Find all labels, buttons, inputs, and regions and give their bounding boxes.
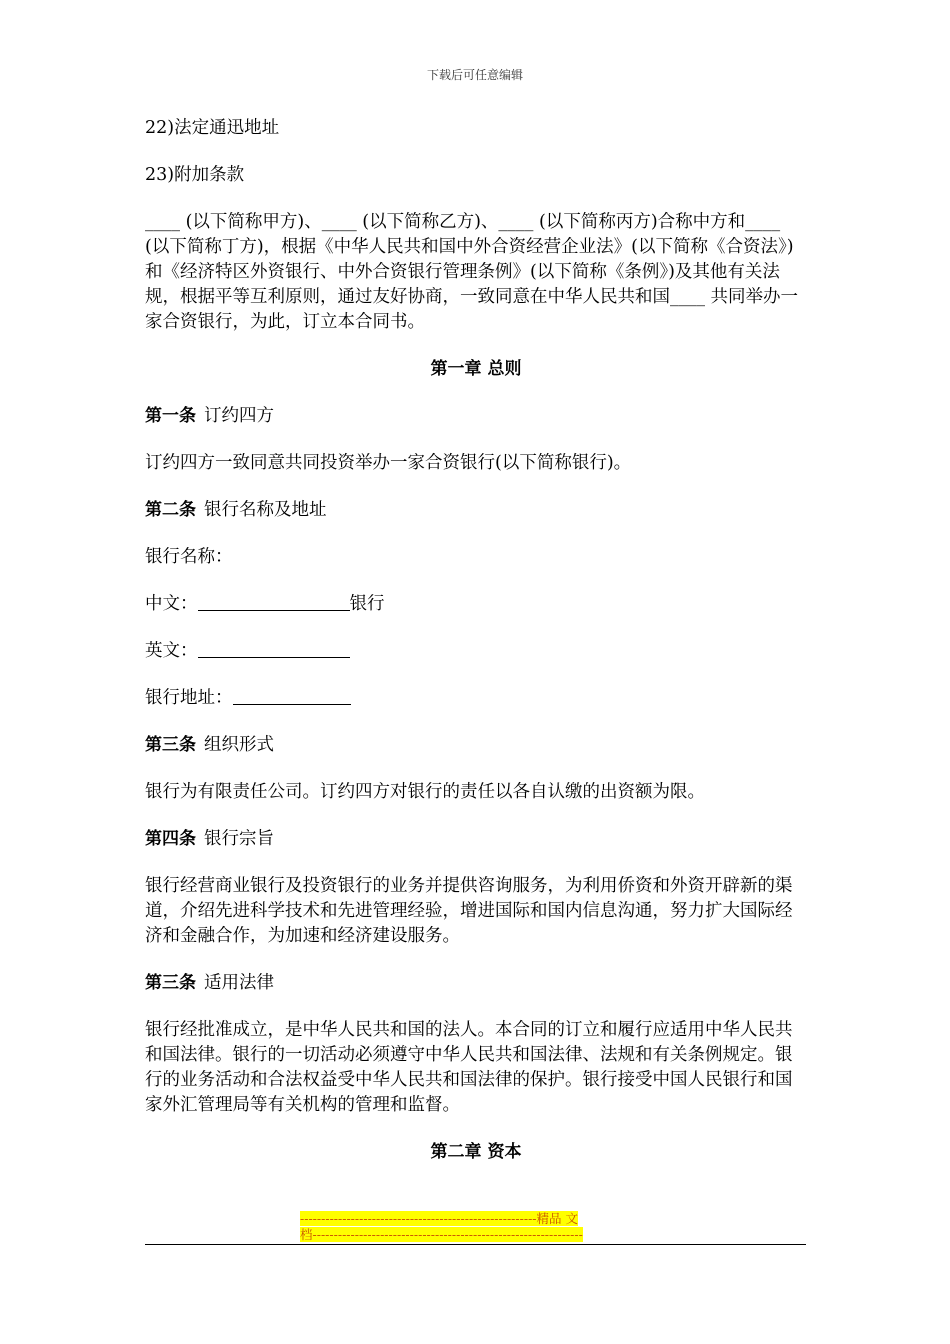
english-name-blank [198, 639, 350, 658]
article-heading [145, 404, 807, 429]
article-body: 订约四方一致同意共同投资举办一家合资银行(以下简称银行)。 [145, 453, 632, 473]
footer-watermark [300, 1211, 650, 1243]
article-heading [145, 827, 807, 852]
article-heading [145, 733, 807, 758]
article-body: 银行为有限责任公司。订约四方对银行的责任以各自认缴的出资额为限。 [145, 782, 705, 802]
article-body: 银行经营商业银行及投资银行的业务并提供咨询服务，为利用侨资和外资开辟新的渠道，介绍先进科学技术和先进管理经验，增进国际和国内信息沟通，努力扩大国际经济和金融合作，为加速和经济建设服务。 [145, 876, 793, 946]
english-name-label: 英文： [145, 641, 198, 661]
chapter-heading: 第一章 总则 [430, 359, 522, 379]
bank-address-line [145, 686, 807, 711]
page-header: 下载后可任意编辑 [426, 68, 523, 82]
preamble-paragraph: ____ (以下简称甲方)、____ (以下简称乙方)、____ (以下简称丙方)合称中方和____ (以下简称丁方)，根据《中华人民共和国中外合资经营企业法》(以下简称《合资法》)和《经济特区外资银行、中外合资银行管理条例》(以下简称《条例》)及其他有关法规，根据平等互利原则，通过友好协商，一致同意在中华人民共和国____ 共同举办一家合资银行，为此，订立本合同书。 [145, 212, 799, 332]
article-number: 第一条 [145, 406, 196, 426]
article-title: 银行名称及地址 [204, 500, 327, 520]
footer-line-2: 档---------------------------------------------------------------- [300, 1227, 583, 1242]
list-item: 22)法定通迅地址 [145, 118, 280, 138]
bank-address-label: 银行地址： [145, 688, 233, 708]
chinese-name-label: 中文： [145, 594, 198, 614]
article-heading [145, 971, 807, 996]
english-name-line [145, 639, 807, 664]
document-body [145, 116, 807, 1187]
footer-rule [145, 1244, 806, 1245]
chapter-heading: 第二章 资本 [430, 1142, 522, 1162]
article-number: 第四条 [145, 829, 196, 849]
article-title: 银行宗旨 [204, 829, 274, 849]
article-title: 适用法律 [204, 973, 274, 993]
chinese-name-line [145, 592, 807, 617]
article-title: 订约四方 [204, 406, 274, 426]
article-number: 第二条 [145, 500, 196, 520]
article-body: 银行经批准成立，是中华人民共和国的法人。本合同的订立和履行应适用中华人民共和国法律。银行的一切活动必须遵守中华人民共和国法律、法规和有关条例规定。银行的业务活动和合法权益受中华人民共和国法律的保护。银行接受中国人民银行和国家外汇管理局等有关机构的管理和监督。 [145, 1020, 793, 1115]
bank-address-blank [233, 686, 351, 705]
article-number: 第三条 [145, 735, 196, 755]
bank-name-label: 银行名称： [145, 547, 233, 567]
article-heading [145, 498, 807, 523]
footer-line-1: --------------------------------------------------------精品 文 [300, 1211, 578, 1226]
article-title: 组织形式 [204, 735, 274, 755]
chinese-name-suffix: 银行 [349, 594, 385, 614]
list-item: 23)附加条款 [145, 165, 245, 185]
chinese-name-blank [198, 592, 350, 611]
article-number: 第三条 [145, 973, 196, 993]
